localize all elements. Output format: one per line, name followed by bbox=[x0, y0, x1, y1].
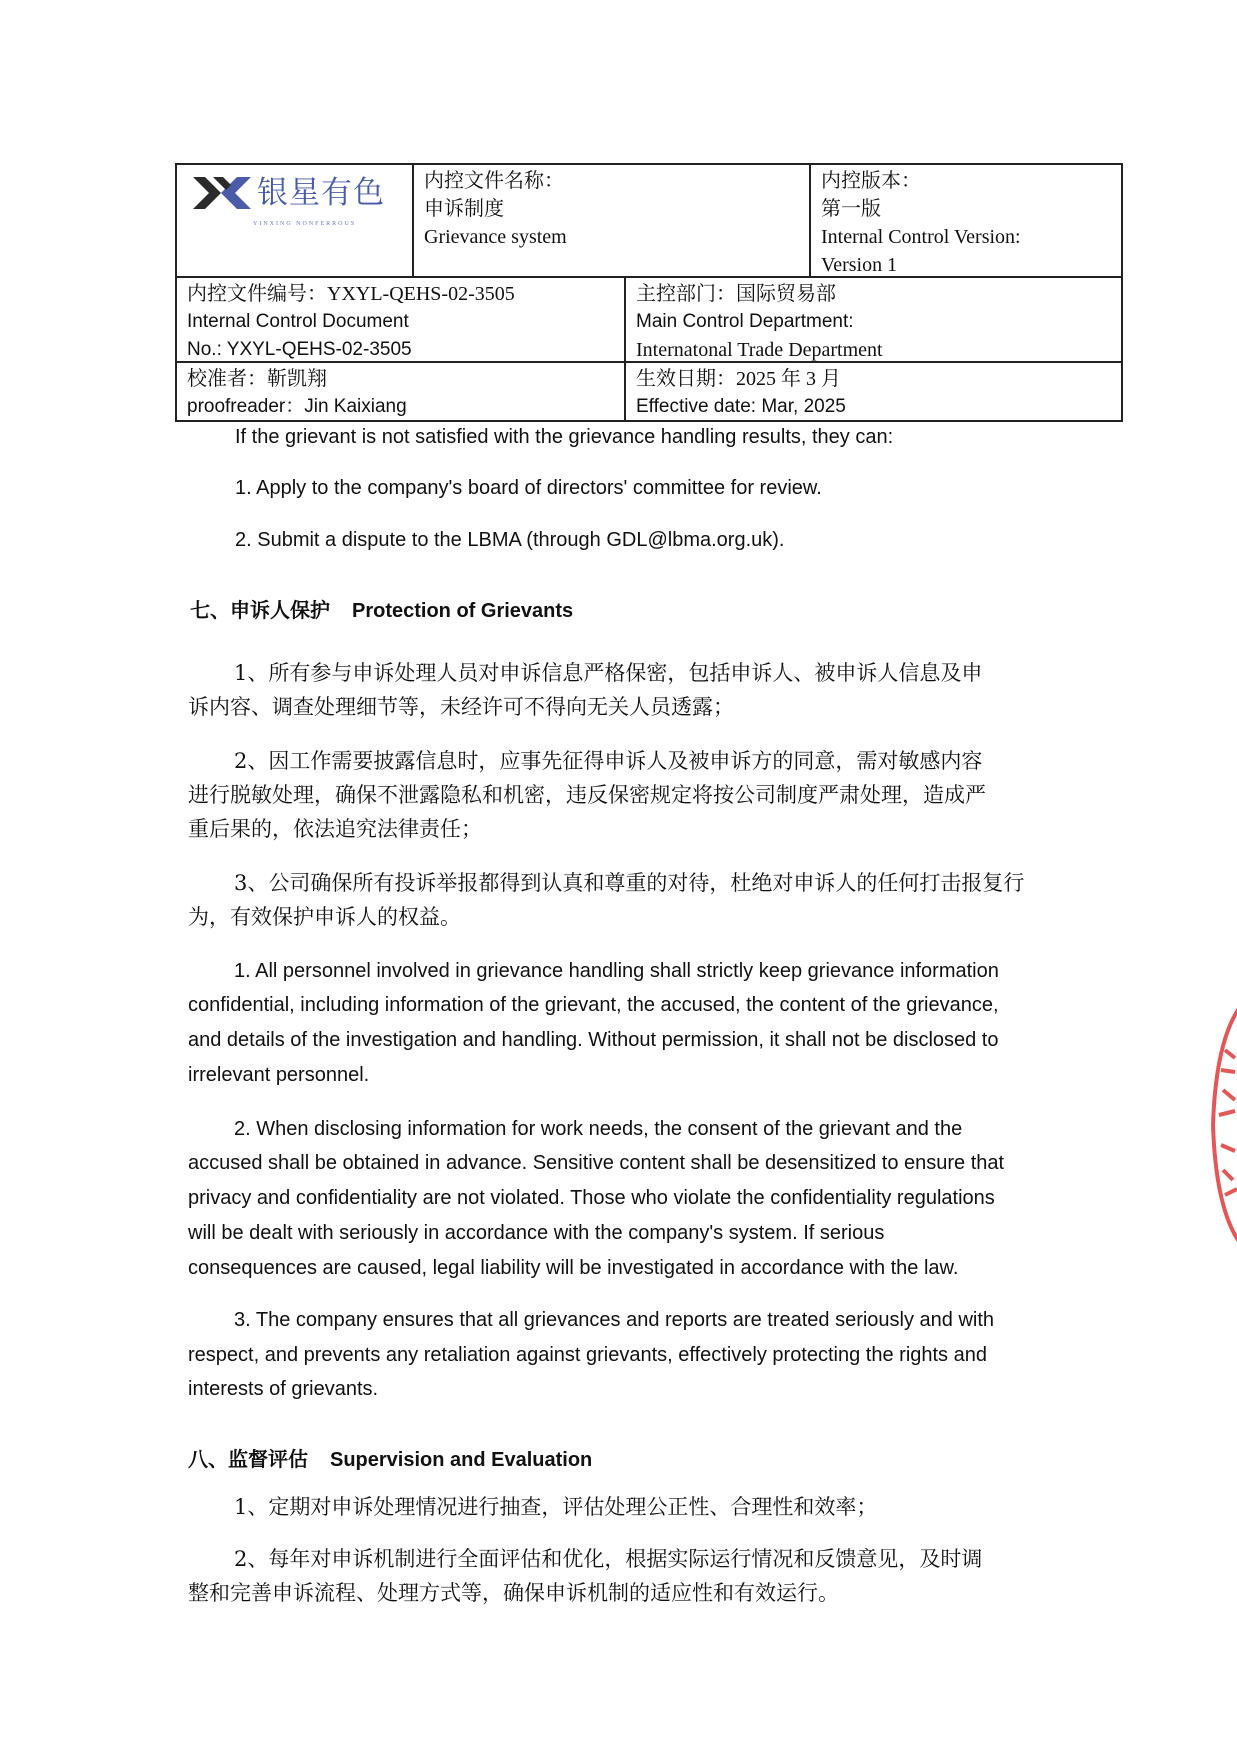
logo-subtext: YINXING NONFERROUS bbox=[253, 221, 357, 227]
doc-no-en-2: No.: YXYL-QEHS-02-3505 bbox=[187, 339, 412, 360]
cn-para-2-line-3: 重后果的，依法追究法律责任； bbox=[188, 817, 482, 841]
logo-x-icon bbox=[191, 173, 253, 213]
version-en-label: Internal Control Version: bbox=[821, 226, 1021, 248]
logo-cell bbox=[177, 165, 414, 276]
logo-text: 银星有色 bbox=[257, 175, 385, 211]
doc-name-en: Grievance system bbox=[424, 226, 567, 248]
en-para-2-line-3: privacy and confidentiality are not violated. Those who violate the confidentiality regulations bbox=[188, 1187, 995, 1209]
proofreader-cell bbox=[177, 363, 626, 420]
header-row-2 bbox=[177, 278, 1121, 363]
en-para-1-line-3: and details of the investigation and handling. Without permission, it shall not be disclosed to bbox=[188, 1029, 999, 1051]
en-para-3-line-2: respect, and prevents any retaliation against grievants, effectively protecting the rights and bbox=[188, 1344, 987, 1366]
version-cell bbox=[811, 165, 1121, 276]
en-para-3-line-1: 3. The company ensures that all grievances and reports are treated seriously and with bbox=[234, 1309, 995, 1331]
cn-para-1-line-2: 诉内容、调查处理细节等，未经许可不得向无关人员透露； bbox=[188, 695, 734, 719]
en-para-2-line-4: will be dealt with seriously in accordance with the company's system. If serious bbox=[188, 1222, 885, 1244]
dept-en-2: Internatonal Trade Department bbox=[636, 339, 883, 361]
en-para-1-line-1: 1. All personnel involved in grievance handling shall strictly keep grievance information bbox=[234, 960, 999, 982]
dept-cn: 主控部门：国际贸易部 bbox=[636, 283, 836, 305]
version-cn-label: 内控版本： bbox=[821, 170, 921, 192]
intro-text: If the grievant is not satisfied with the grievance handling results, they can: bbox=[235, 426, 894, 448]
section-7-en: Protection of Grievants bbox=[352, 600, 574, 622]
en-para-3-line-3: interests of grievants. bbox=[188, 1378, 379, 1400]
section-7-cn: 七、申诉人保护 bbox=[190, 598, 330, 622]
dept-cell bbox=[626, 278, 1121, 361]
doc-no-en: Internal Control Document bbox=[187, 311, 409, 332]
doc-name-cn-label: 内控文件名称： bbox=[424, 170, 564, 192]
en-para-1-line-2: confidential, including information of the grievant, the accused, the content of the grievance, bbox=[188, 994, 999, 1016]
cn-para-2-line-1: 2、因工作需要披露信息时，应事先征得申诉人及被申诉方的同意，需对敏感内容 bbox=[234, 749, 983, 773]
option-1: 1. Apply to the company's board of directors' committee for review. bbox=[235, 477, 822, 499]
company-logo bbox=[191, 173, 385, 213]
cn-para-3-line-1: 3、公司确保所有投诉举报都得到认真和尊重的对待，杜绝对申诉人的任何打击报复行 bbox=[234, 871, 1025, 895]
en-para-2-line-2: accused shall be obtained in advance. Sensitive content shall be desensitized to ensure that bbox=[188, 1152, 1005, 1174]
dept-en: Main Control Department: bbox=[636, 311, 854, 332]
doc-no-cn: 内控文件编号：YXYL-QEHS-02-3505 bbox=[187, 283, 515, 305]
en-para-2-line-5: consequences are caused, legal liability will be investigated in accordance with the law. bbox=[188, 1257, 959, 1279]
doc-no-cell bbox=[177, 278, 626, 361]
proofreader-cn: 校准者：靳凯翔 bbox=[187, 368, 327, 390]
effective-date-cell bbox=[626, 363, 1121, 420]
section-8-heading bbox=[188, 1443, 592, 1472]
version-en: Version 1 bbox=[821, 254, 898, 276]
cn-para-3-line-2: 为，有效保护申诉人的权益。 bbox=[188, 905, 461, 929]
header-row-1 bbox=[177, 165, 1121, 278]
proofreader-en: proofreader：Jin Kaixiang bbox=[187, 396, 407, 417]
s8-item-2-line-1: 2、每年对申诉机制进行全面评估和优化，根据实际运行情况和反馈意见，及时调 bbox=[234, 1547, 983, 1571]
en-para-2-line-1: 2. When disclosing information for work needs, the consent of the grievant and the bbox=[234, 1118, 963, 1140]
cn-para-2-line-2: 进行脱敏处理，确保不泄露隐私和机密，违反保密规定将按公司制度严肃处理，造成严 bbox=[188, 783, 986, 807]
effective-date-en: Effective date: Mar, 2025 bbox=[636, 396, 846, 417]
effective-date-cn: 生效日期：2025 年 3 月 bbox=[636, 368, 841, 390]
red-seal-stamp-fragment bbox=[1195, 995, 1237, 1255]
en-para-1-line-4: irrelevant personnel. bbox=[188, 1064, 370, 1086]
option-2: 2. Submit a dispute to the LBMA (through GDL@lbma.org.uk). bbox=[235, 529, 785, 551]
section-7-heading bbox=[190, 594, 573, 623]
header-row-3 bbox=[177, 363, 1121, 420]
s8-item-2-line-2: 整和完善申诉流程、处理方式等，确保申诉机制的适应性和有效运行。 bbox=[188, 1581, 839, 1605]
section-8-en: Supervision and Evaluation bbox=[330, 1449, 593, 1471]
cn-para-1-line-1: 1、所有参与申诉处理人员对申诉信息严格保密，包括申诉人、被申诉人信息及申 bbox=[234, 661, 983, 685]
s8-item-1: 1、定期对申诉处理情况进行抽查，评估处理公正性、合理性和效率； bbox=[234, 1495, 878, 1519]
doc-name-cell bbox=[414, 165, 811, 276]
section-8-cn: 八、监督评估 bbox=[188, 1447, 308, 1471]
version-cn: 第一版 bbox=[821, 198, 881, 220]
doc-name-cn: 申诉制度 bbox=[424, 198, 504, 220]
header-table bbox=[175, 163, 1123, 422]
